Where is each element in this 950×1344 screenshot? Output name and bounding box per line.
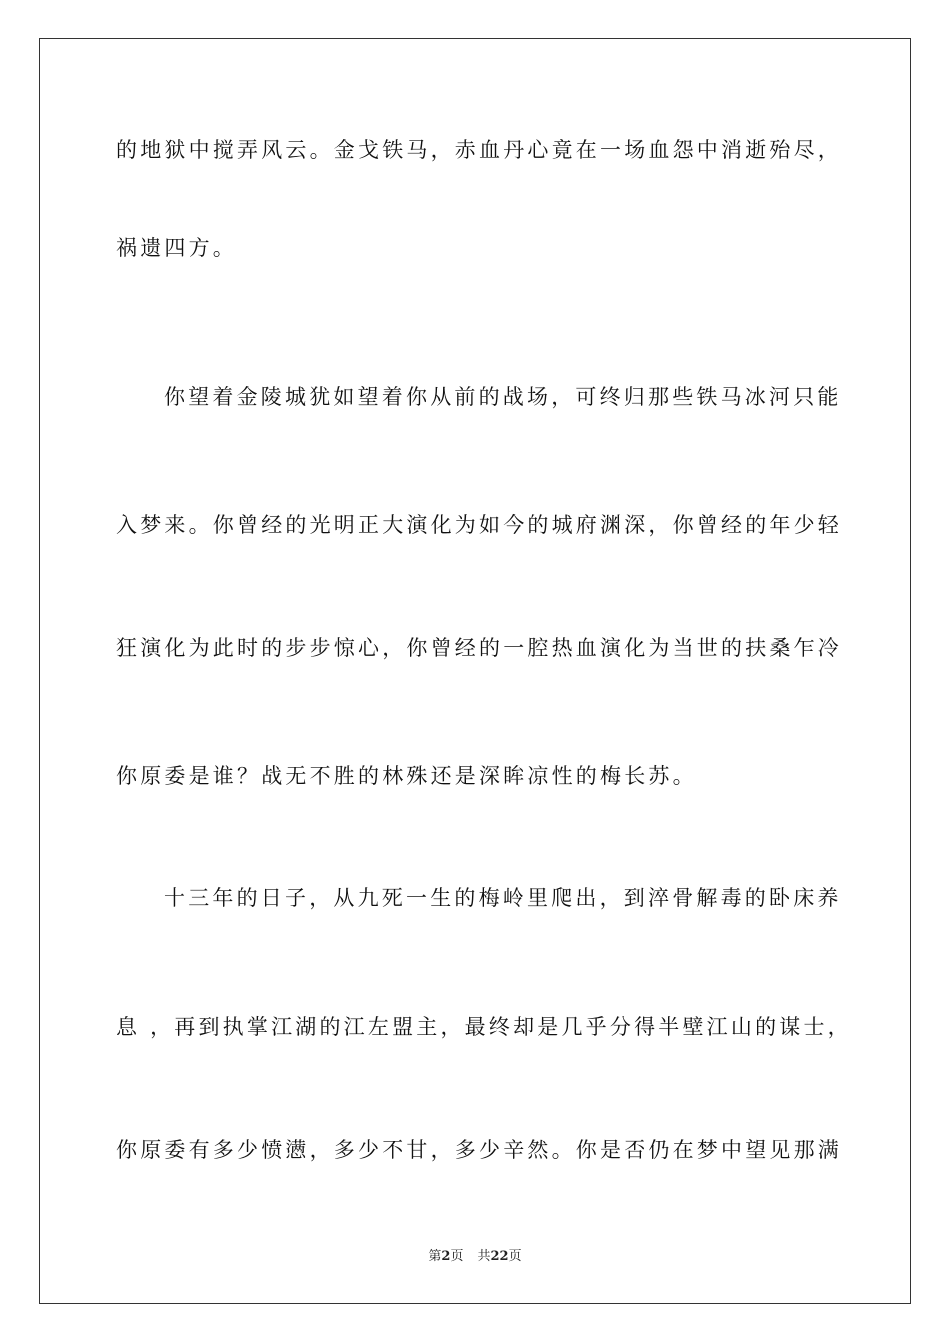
total-unit: 页 bbox=[508, 1249, 522, 1264]
text-line-2: 祸遗四方。 bbox=[116, 236, 237, 260]
text-line-7: 十三年的日子，从九死一生的梅岭里爬出，到淬骨解毒的卧床养 bbox=[164, 886, 842, 910]
text-line-1: 的地狱中搅弄风云。金戈铁马，赤血丹心竟在一场血怨中消逝殆尽， bbox=[116, 138, 842, 162]
text-line-3: 你望着金陵城犹如望着你从前的战场，可终归那些铁马冰河只能 bbox=[164, 385, 842, 409]
text-line-8: 息 ，再到执掌江湖的江左盟主，最终却是几乎分得半壁江山的谋士， bbox=[116, 1015, 852, 1039]
text-line-5: 狂演化为此时的步步惊心，你曾经的一腔热血演化为当世的扶桑乍冷 bbox=[116, 636, 842, 660]
total-prefix: 共 bbox=[477, 1249, 491, 1264]
page-number: 2 bbox=[441, 1249, 451, 1264]
text-line-6: 你原委是谁？战无不胜的林殊还是深眸凉性的梅长苏。 bbox=[116, 764, 697, 788]
text-line-9: 你原委有多少愤懑，多少不甘，多少辛然。你是否仍在梦中望见那满 bbox=[116, 1138, 842, 1162]
page-prefix: 第 bbox=[428, 1249, 442, 1264]
page-frame bbox=[39, 38, 911, 1304]
page-unit: 页 bbox=[450, 1249, 464, 1264]
text-line-4: 入梦来。你曾经的光明正大演化为如今的城府渊深，你曾经的年少轻 bbox=[116, 513, 842, 537]
total-pages: 22 bbox=[490, 1249, 509, 1264]
page-footer bbox=[0, 1248, 950, 1266]
